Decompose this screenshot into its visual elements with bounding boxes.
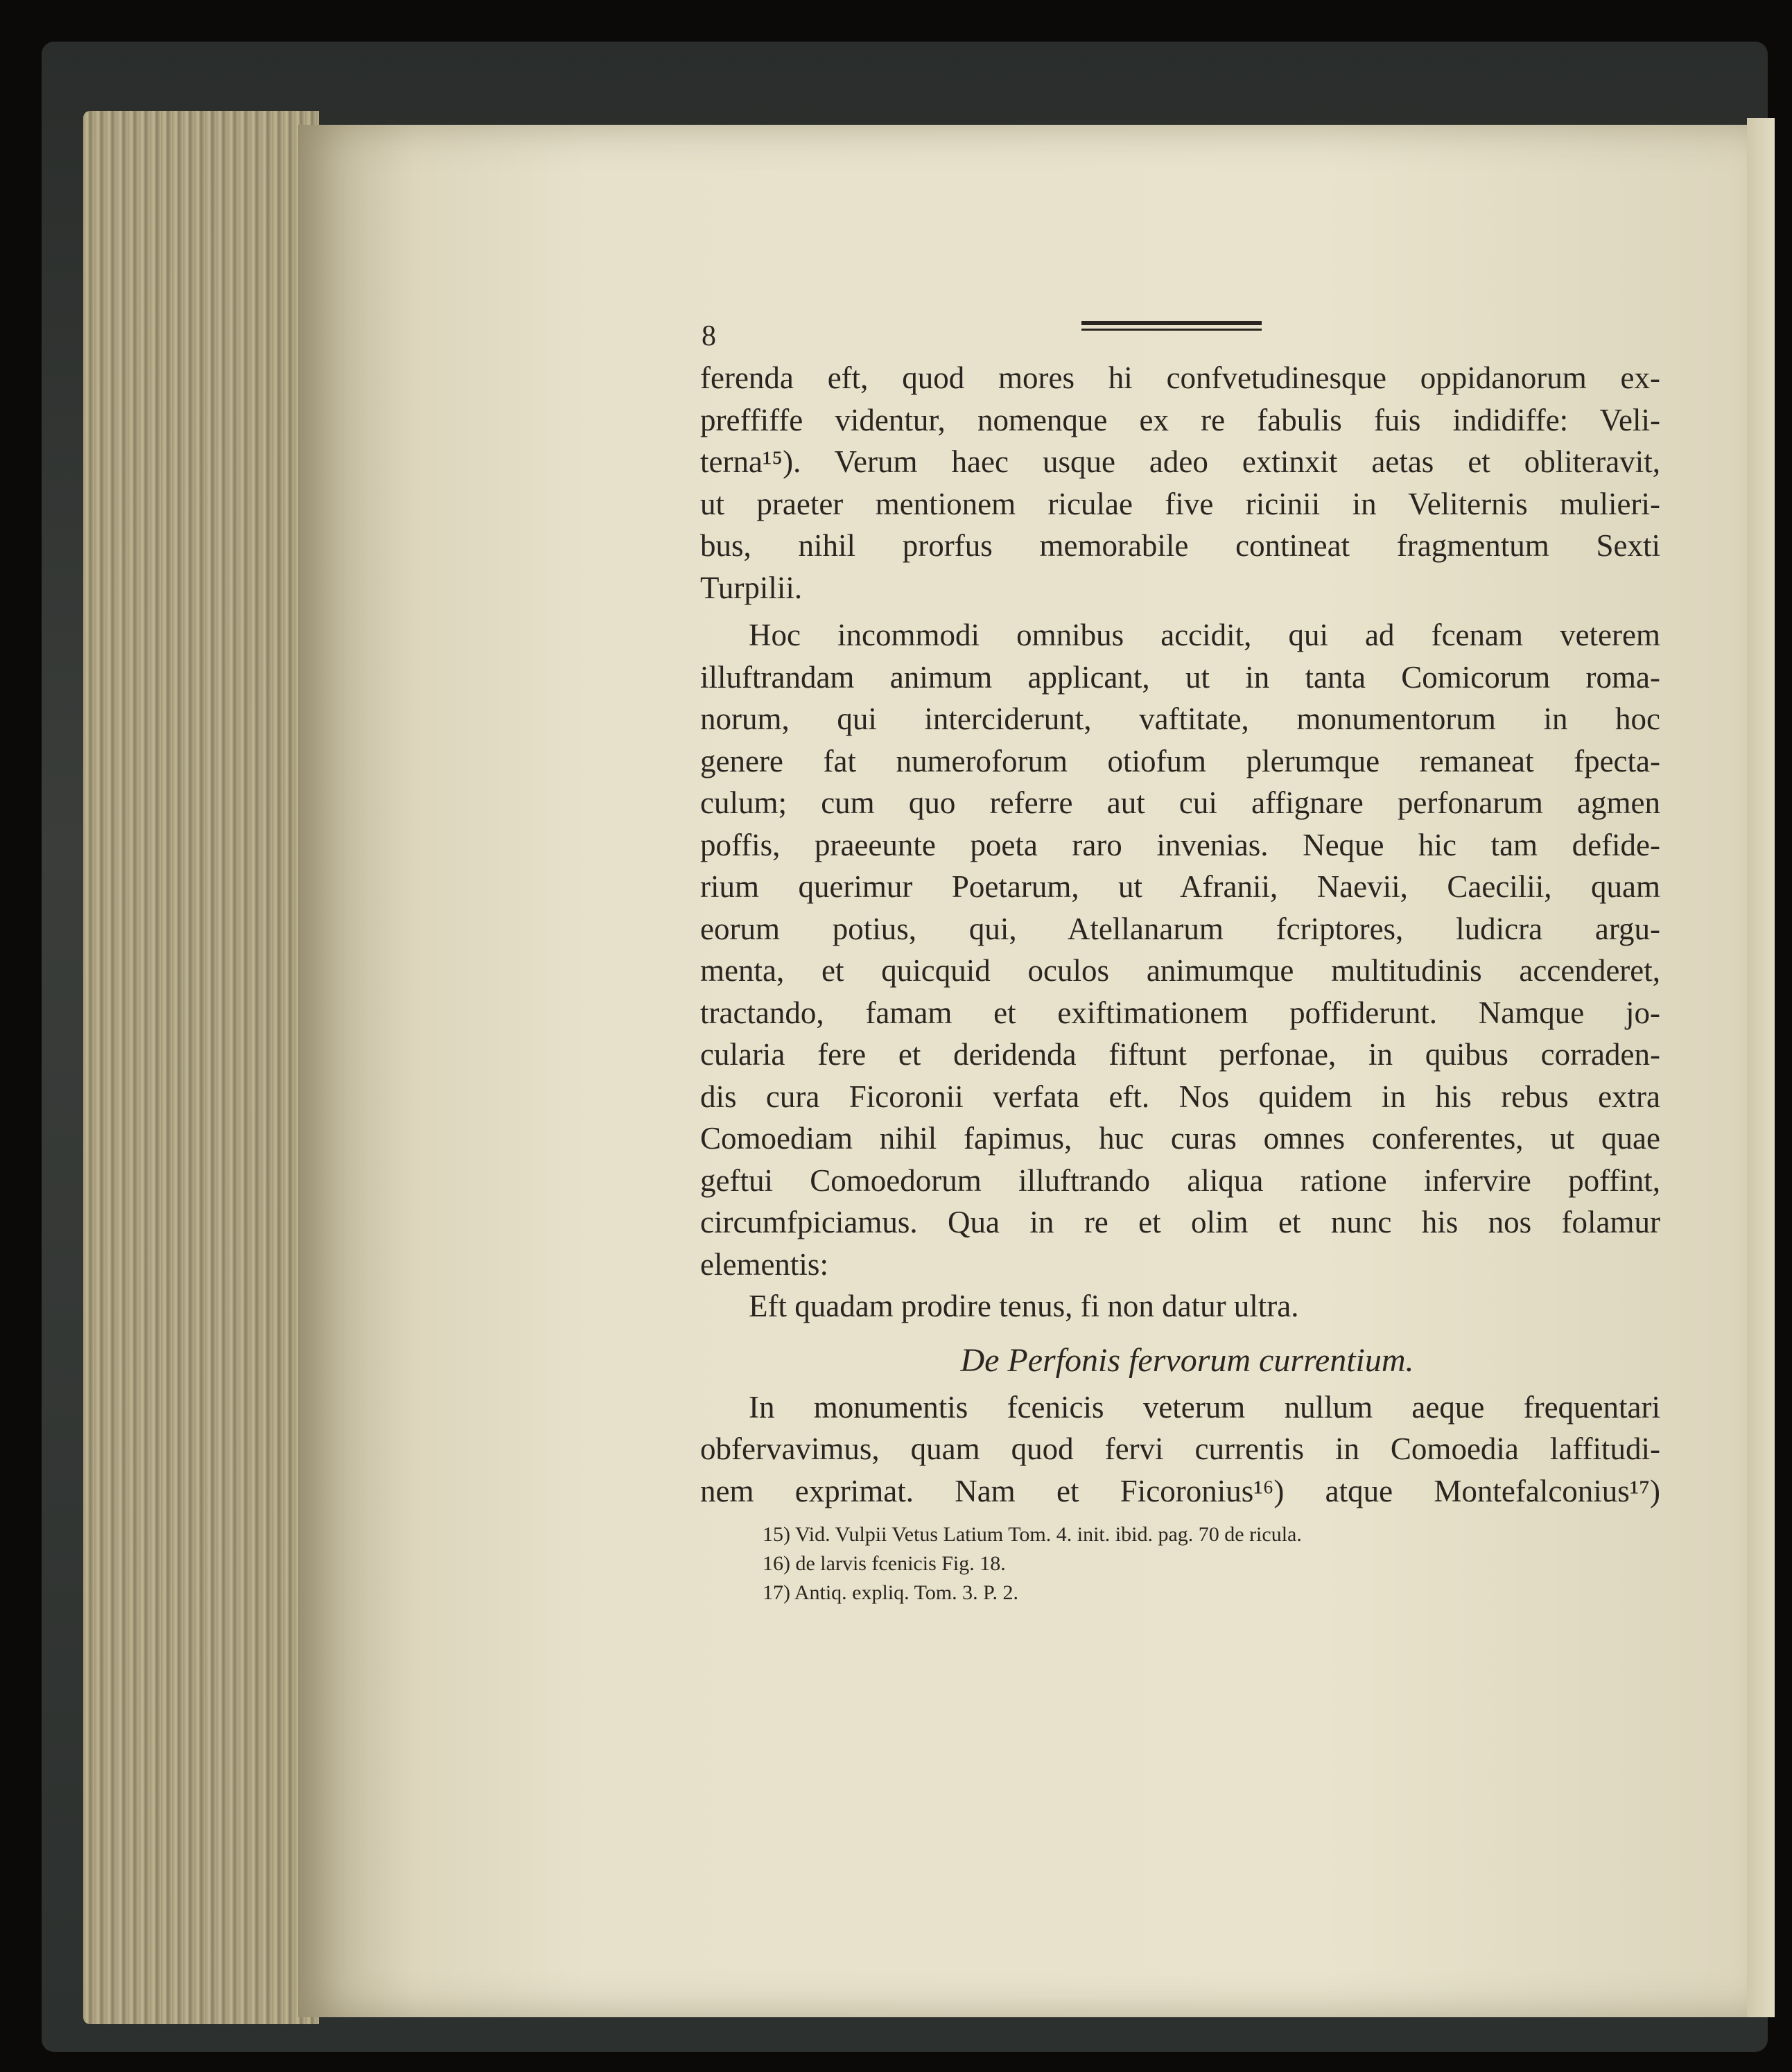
text-line: tractando, famam et exiftimationem poffiderunt. Namque jo- [700, 995, 1660, 1030]
text-line: Eft quadam prodire tenus, fi non datur ultra. [749, 1289, 1299, 1323]
page-number: 8 [702, 320, 716, 352]
text-line: Hoc incommodi omnibus accidit, qui ad fcenam veterem [749, 618, 1660, 652]
section-heading: De Perfonis fervorum currentium. [960, 1341, 1414, 1379]
text-line: preffiffe videntur, nomenque ex re fabulis fuis indidiffe: Veli- [700, 402, 1660, 437]
text-line: cularia fere et deridenda fiftunt perfonae, in quibus corraden- [700, 1037, 1660, 1072]
verse-quotation [700, 1285, 1660, 1327]
footnote: 16) de larvis fcenicis Fig. 18. [763, 1552, 1006, 1575]
text-line: ferenda eft, quod mores hi confvetudinesque oppidanorum ex- [700, 360, 1660, 395]
footnotes [700, 1520, 1660, 1608]
facing-page-edge [1747, 118, 1775, 2017]
text-line: culum; cum quo referre aut cui affignare perfonarum agmen [700, 785, 1660, 820]
page-text [700, 315, 1660, 1608]
header-rule [1081, 321, 1262, 331]
text-line: In monumentis fcenicis veterum nullum aeque frequentari [749, 1389, 1660, 1425]
text-line: dis cura Ficoronii verfata eft. Nos quidem in his rebus extra [700, 1079, 1660, 1114]
running-header [700, 315, 1660, 354]
text-line: obfervavimus, quam quod fervi currentis in Comoedia laffitudi- [700, 1431, 1660, 1466]
paragraph-2 [700, 614, 1660, 1285]
text-line: elementis: [700, 1246, 828, 1282]
text-line: genere fat numeroforum otiofum plerumque remaneat fpecta- [700, 743, 1660, 778]
footnote: 15) Vid. Vulpii Vetus Latium Tom. 4. init. ibid. pag. 70 de ricula. [763, 1523, 1302, 1546]
text-line: Comoediam nihil fapimus, huc curas omnes conferentes, ut quae [700, 1121, 1660, 1156]
text-line: nem exprimat. Nam et Ficoronius¹⁶) atque Montefalconius¹⁷) [700, 1473, 1660, 1508]
text-line: circumfpiciamus. Qua in re et olim et nunc his nos folamur [700, 1205, 1660, 1239]
page-edges [83, 111, 319, 2024]
text-line: rium querimur Poetarum, ut Afranii, Naevii, Caecilii, quam [700, 869, 1660, 904]
text-line: norum, qui interciderunt, vaftitate, monumentorum in hoc [700, 702, 1660, 736]
paragraph-1 [700, 357, 1660, 609]
text-line: menta, et quicquid oculos animumque multitudinis accenderet, [700, 953, 1660, 988]
text-line: bus, nihil prorfus memorabile contineat fragmentum Sexti [700, 528, 1660, 563]
footnote: 17) Antiq. expliq. Tom. 3. P. 2. [763, 1581, 1019, 1604]
text-line: terna¹⁵). Verum haec usque adeo extinxit aetas et obliteravit, [700, 444, 1660, 479]
text-line: illuftrandam animum applicant, ut in tanta Comicorum roma- [700, 659, 1660, 695]
paragraph-3 [700, 1386, 1660, 1513]
text-line: eorum potius, qui, Atellanarum fcriptores, ludicra argu- [700, 911, 1660, 946]
text-line: geftui Comoedorum illuftrando aliqua ratione infervire poffint, [700, 1163, 1660, 1198]
text-line: ut praeter mentionem riculae five ricinii in Veliternis mulieri- [700, 486, 1660, 521]
text-line: poffis, praeeunte poeta raro invenias. Neque hic tam defide- [700, 827, 1660, 862]
text-line: Turpilii. [700, 570, 803, 605]
